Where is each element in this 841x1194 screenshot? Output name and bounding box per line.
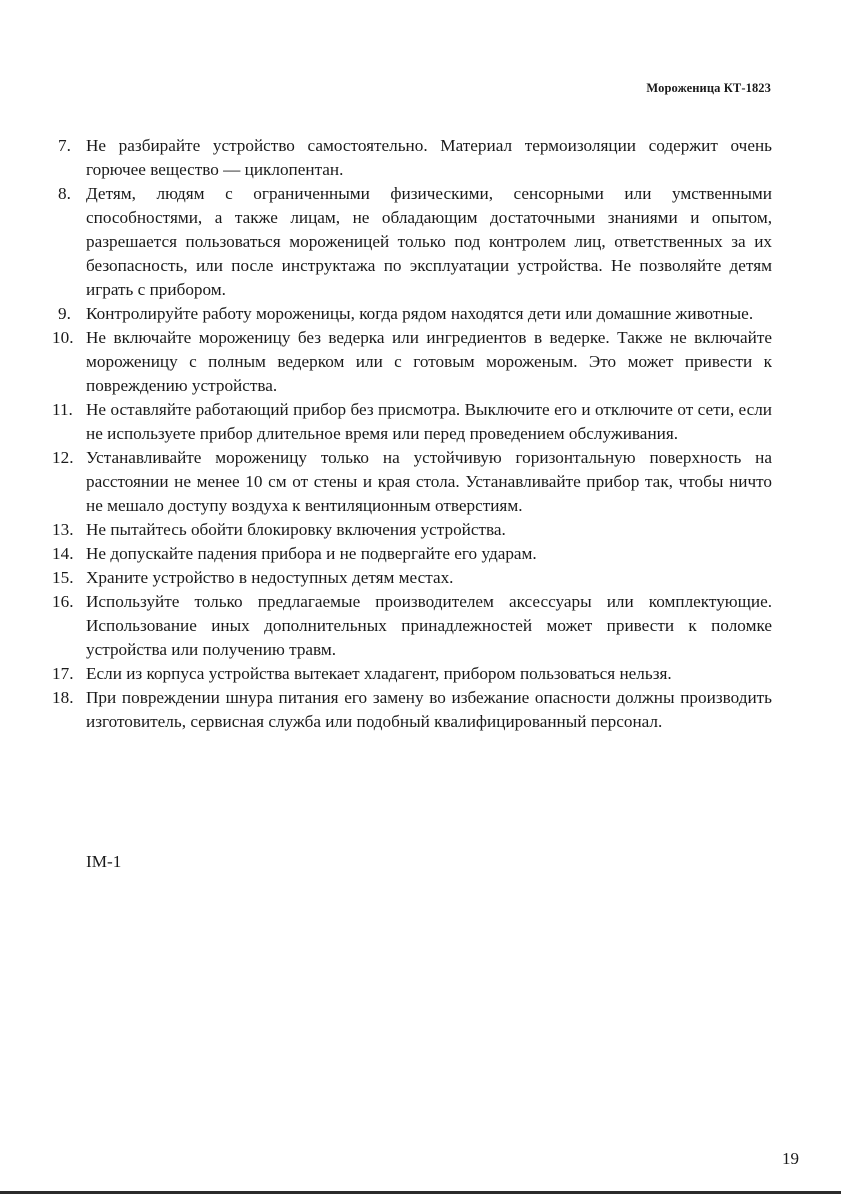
item-number: 8. bbox=[58, 184, 71, 203]
item-number: 12. bbox=[52, 448, 74, 467]
list-item bbox=[52, 542, 772, 566]
item-text: Не оставляйте работающий прибор без присмотра. Выключите его и отключите от сети, если не используете прибор длительное время или перед проведением обслуживания. bbox=[86, 400, 772, 443]
item-number: 18. bbox=[52, 688, 74, 707]
list-item bbox=[52, 518, 772, 542]
item-number: 9. bbox=[58, 304, 71, 323]
item-number: 16. bbox=[52, 592, 74, 611]
list-item bbox=[52, 398, 772, 446]
item-text: Храните устройство в недоступных детям местах. bbox=[86, 568, 454, 587]
item-number: 14. bbox=[52, 544, 74, 563]
item-text: Не включайте мороженицу без ведерка или ингредиентов в ведерке. Также не включайте мороженицу с полным ведерком или с готовым мороженым. Это может привести к повреждению устройства. bbox=[86, 328, 772, 395]
item-number: 15. bbox=[52, 568, 74, 587]
safety-instructions-list bbox=[52, 134, 772, 734]
item-number: 13. bbox=[52, 520, 74, 539]
list-item bbox=[52, 446, 772, 518]
document-code: IM-1 bbox=[86, 852, 122, 871]
item-number: 7. bbox=[58, 136, 71, 155]
list-item bbox=[52, 182, 772, 302]
item-text: Не допускайте падения прибора и не подвергайте его ударам. bbox=[86, 544, 537, 563]
page-header-title: Мороженица КТ-1823 bbox=[646, 81, 771, 95]
item-text: При повреждении шнура питания его замену во избежание опасности должны производить изготовитель, сервисная служба или подобный квалифицированный персонал. bbox=[86, 688, 772, 731]
item-text: Устанавливайте мороженицу только на устойчивую горизонтальную поверхность на расстоянии не менее 10 см от стены и края стола. Устанавливайте прибор так, чтобы ничто не мешало доступу воздуха к вентиляционным отверстиям. bbox=[86, 448, 772, 515]
item-text: Контролируйте работу мороженицы, когда рядом находятся дети или домашние животные. bbox=[86, 304, 754, 323]
list-item bbox=[52, 134, 772, 182]
list-item bbox=[52, 590, 772, 662]
item-text: Детям, людям с ограниченными физическими, сенсорными или умственными способностями, а также лицам, не обладающим достаточными знаниями и опытом, разрешается пользоваться мороженицей только под контролем лиц, ответственных за их безопасность, или после инструктажа по эксплуатации устройства. Не позволяйте детям играть с прибором. bbox=[86, 184, 772, 299]
page-number: 19 bbox=[782, 1149, 799, 1168]
item-number: 10. bbox=[52, 328, 74, 347]
list-item bbox=[52, 566, 772, 590]
item-number: 11. bbox=[52, 400, 73, 419]
item-text: Используйте только предлагаемые производителем аксессуары или комплектующие. Использование иных дополнительных принадлежностей может привести к поломке устройства или получению травм. bbox=[86, 592, 772, 659]
list-item bbox=[52, 302, 772, 326]
list-item bbox=[52, 686, 772, 734]
item-text: Если из корпуса устройства вытекает хладагент, прибором пользоваться нельзя. bbox=[86, 664, 672, 683]
list-item bbox=[52, 662, 772, 686]
item-number: 17. bbox=[52, 664, 74, 683]
item-text: Не пытайтесь обойти блокировку включения устройства. bbox=[86, 520, 506, 539]
list-item bbox=[52, 326, 772, 398]
item-text: Не разбирайте устройство самостоятельно. Материал термоизоляции содержит очень горючее вещество — циклопентан. bbox=[86, 136, 772, 179]
